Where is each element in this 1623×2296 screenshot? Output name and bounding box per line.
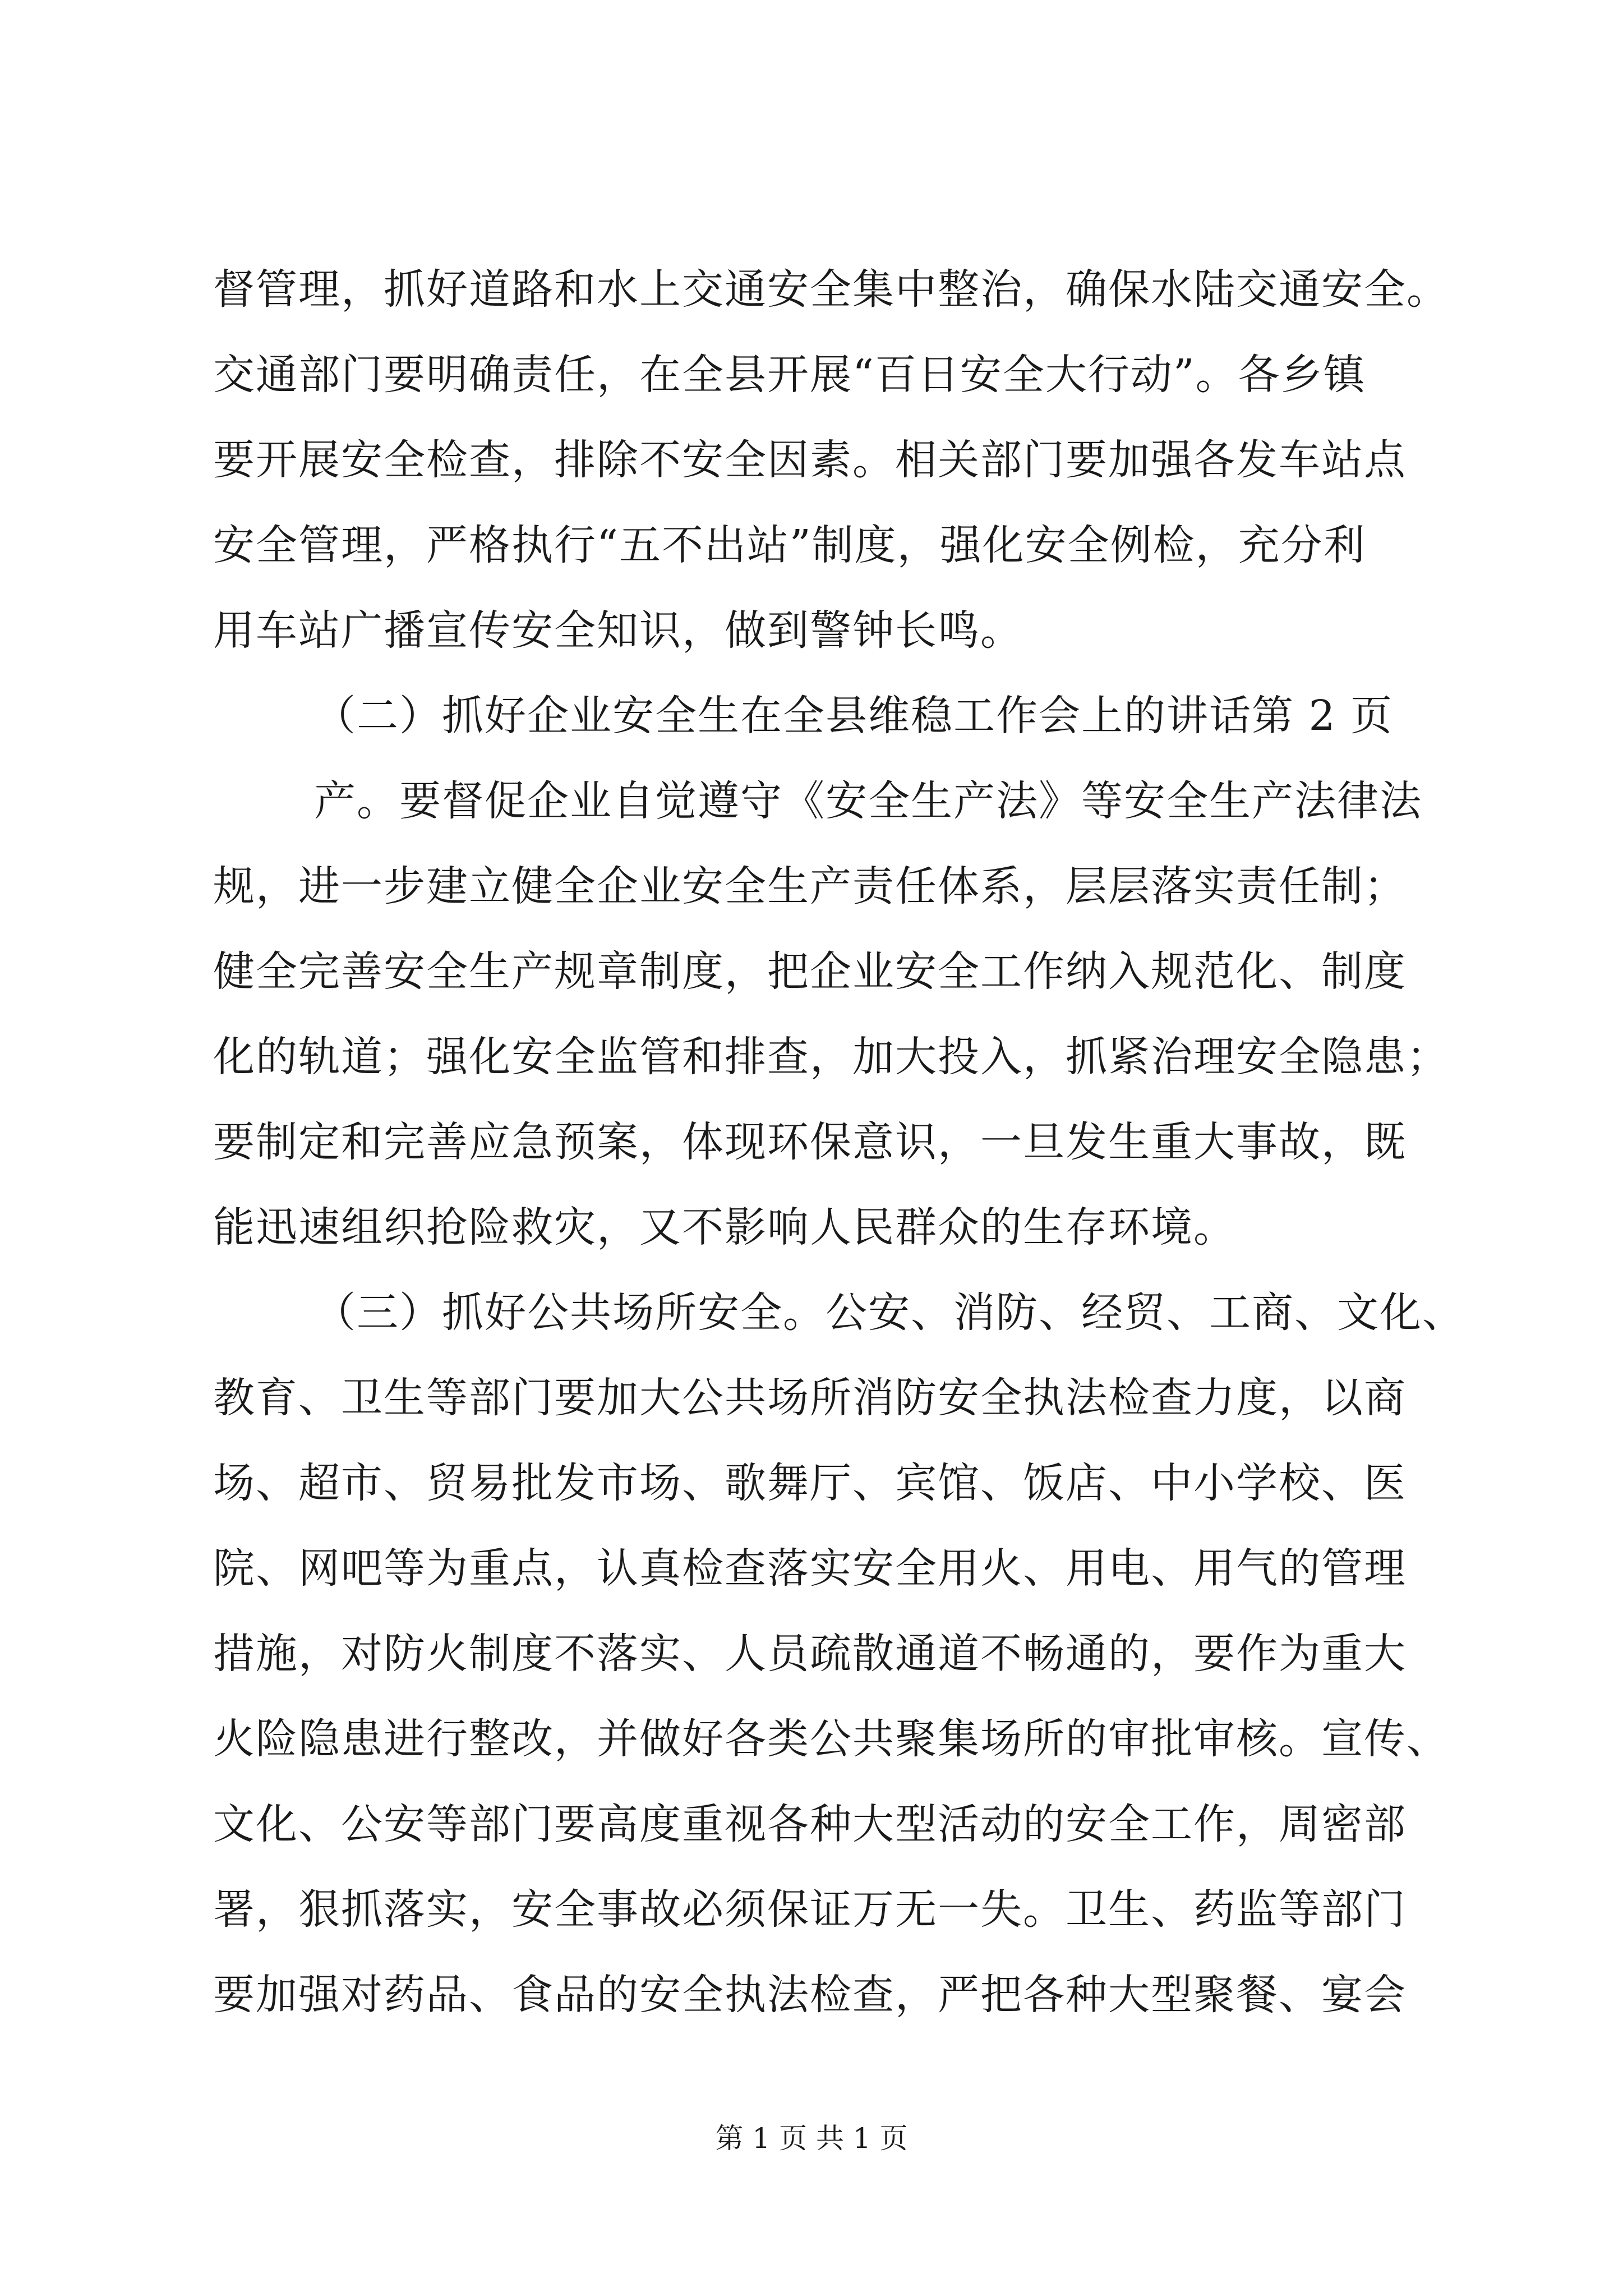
text-line-9: 健全完善安全生产规章制度，把企业安全工作纳入规范化、制度 <box>213 947 1407 996</box>
text-line-10: 化的轨道；强化安全监管和排查，加大投入，抓紧治理安全隐患； <box>213 1033 1449 1081</box>
text-line-17: 措施，对防火制度不落实、人员疏散通道不畅通的，要作为重大 <box>213 1630 1407 1678</box>
section-heading-3: （三）抓好公共场所安全。公安、消防、经贸、工商、文化、 <box>314 1289 1465 1337</box>
text-line-11: 要制定和完善应急预案，体现环保意识，一旦发生重大事故，既 <box>213 1118 1407 1166</box>
text-line-21: 要加强对药品、食品的安全执法检查，严把各种大型聚餐、宴会 <box>213 1971 1407 2019</box>
text-line-19: 文化、公安等部门要高度重视各种大型活动的安全工作，周密部 <box>213 1800 1407 1848</box>
text-line-8: 规，进一步建立健全企业安全生产责任体系，层层落实责任制； <box>213 862 1407 910</box>
page-footer: 第 1 页 共 1 页 <box>715 2122 908 2155</box>
text-line-16: 院、网吧等为重点，认真检查落实安全用火、用电、用气的管理 <box>213 1544 1407 1593</box>
text-line-4: 安全管理，严格执行“五不出站”制度，强化安全例检，充分利 <box>213 521 1366 569</box>
text-line-20: 署，狠抓落实，安全事故必须保证万无一失。卫生、药监等部门 <box>213 1885 1407 1934</box>
text-line-14: 教育、卫生等部门要加大公共场所消防安全执法检查力度，以商 <box>213 1374 1407 1422</box>
text-line-3: 要开展安全检查，排除不安全因素。相关部门要加强各发车站点 <box>213 436 1407 484</box>
text-line-7: 产。要督促企业自觉遵守《安全生产法》等安全生产法律法 <box>314 777 1422 825</box>
section-heading-2: （二）抓好企业安全生在全县维稳工作会上的讲话第 2 页 <box>314 692 1394 740</box>
text-line-12: 能迅速组织抢险救灾，又不影响人民群众的生存环境。 <box>213 1203 1236 1251</box>
text-line-2: 交通部门要明确责任，在全县开展“百日安全大行动”。各乡镇 <box>213 351 1366 399</box>
text-line-5: 用车站广播宣传安全知识，做到警钟长鸣。 <box>213 606 1023 655</box>
text-line-15: 场、超市、贸易批发市场、歌舞厅、宾馆、饭店、中小学校、医 <box>213 1459 1407 1507</box>
text-line-18: 火险隐患进行整改，并做好各类公共聚集场所的审批审核。宣传、 <box>213 1715 1449 1763</box>
text-line-1: 督管理，抓好道路和水上交通安全集中整治，确保水陆交通安全。 <box>213 265 1449 314</box>
